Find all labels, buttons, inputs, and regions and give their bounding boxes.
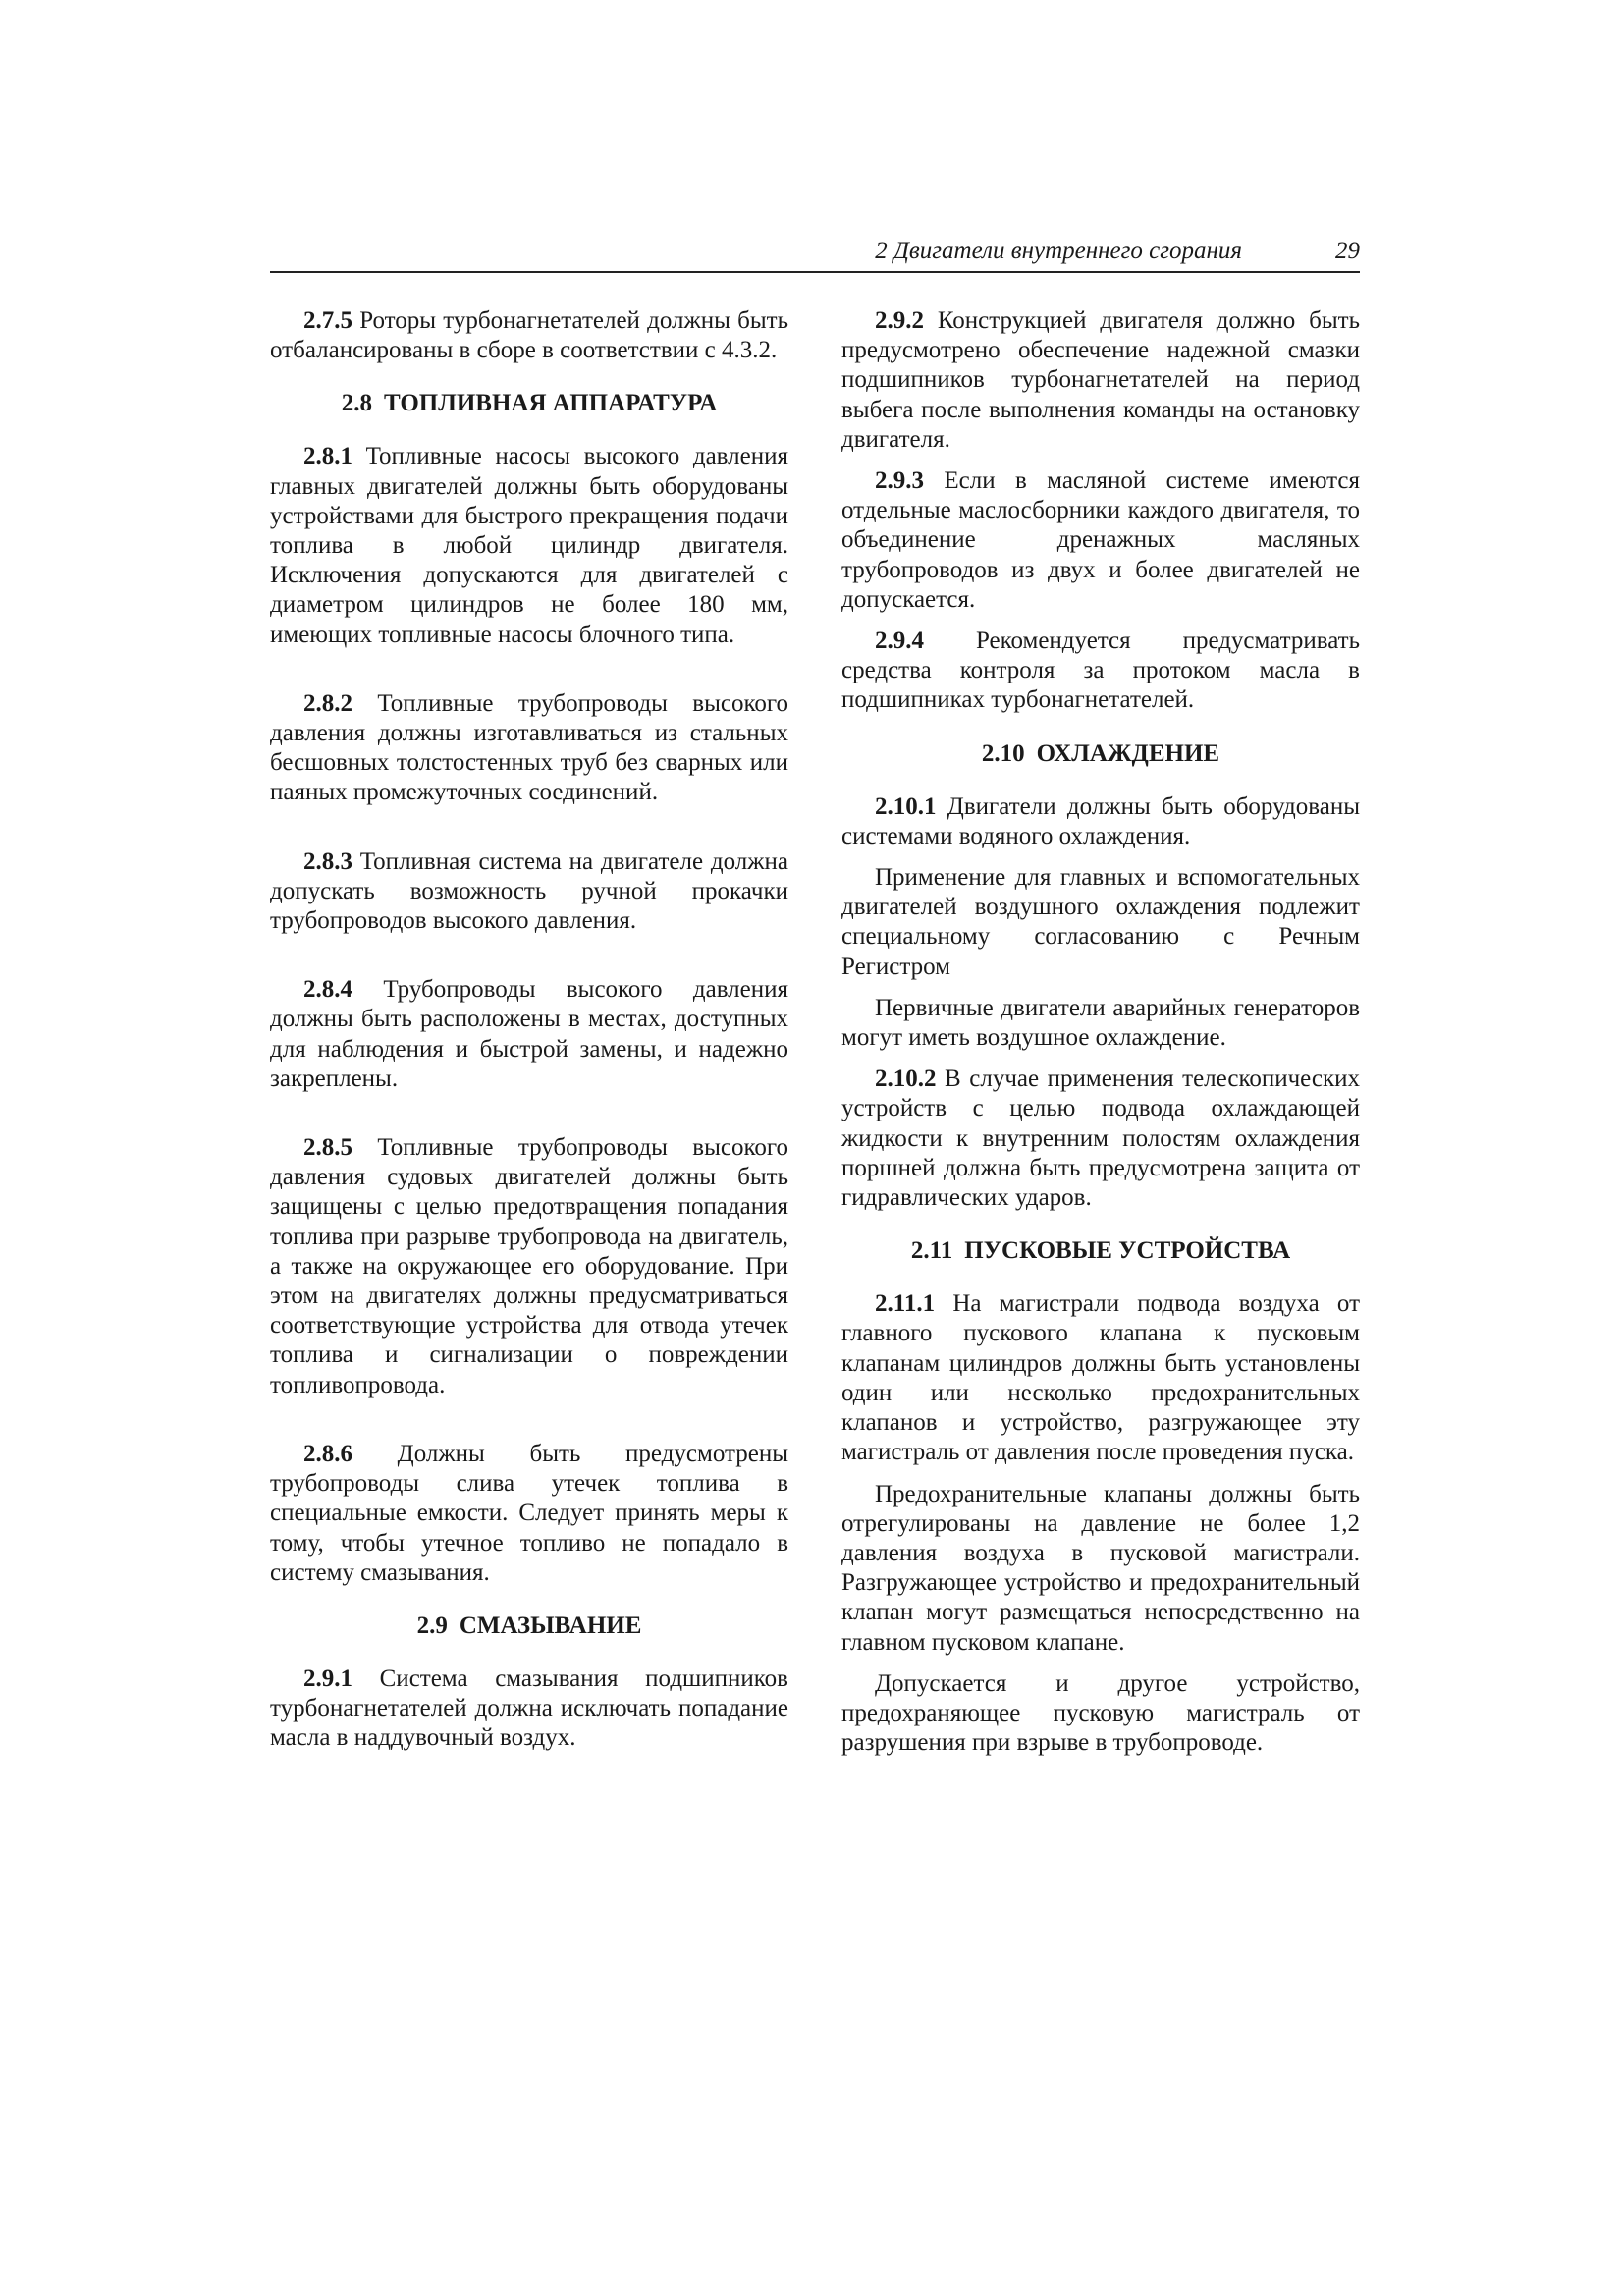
paragraph-2-11-1 xyxy=(841,1289,1360,1467)
clause-text: Топливные трубопроводы высокого давления должны изготавливаться из стальных бесшовных толстостенных труб без сварных или паяных промежуточных соединений. xyxy=(270,689,788,806)
paragraph-2-8-6 xyxy=(270,1440,788,1588)
clause-text: Должны быть предусмотрены трубопроводы слива утечек топлива в специальные емкости. Следует принять меры к тому, чтобы утечное топливо не попадало в систему смазывания. xyxy=(270,1440,788,1586)
paragraph-2-10-1-air-cooling: Применение для главных и вспомогательных двигателей воздушного охлаждения подлежит специальному согласованию с Речным Регистром xyxy=(841,864,1360,980)
clause-text: Если в масляной системе имеются отдельные маслосборники каждого двигателя, то объединение дренажных масляных трубопроводов из двух и более двигателей не допускается. xyxy=(841,467,1360,613)
paragraph-2-9-3 xyxy=(841,466,1360,615)
paragraph-2-8-3 xyxy=(270,847,788,937)
clause-text: Система смазывания подшипников турбонагнетателей должна исключать попадание масла в наддувочный воздух. xyxy=(270,1665,788,1752)
clause-number: 2.9.2 xyxy=(875,307,924,334)
clause-number: 2.8.5 xyxy=(303,1134,352,1162)
clause-text: Рекомендуется предусматривать средства контроля за протоком масла в подшипниках турбонагнетателей. xyxy=(841,628,1360,714)
section-number: 2.11 xyxy=(910,1237,953,1265)
clause-text: Конструкцией двигателя должно быть предусмотрено обеспечение надежной смазки подшипников турбонагнетателей на период выбега после выполнения команды на остановку двигателя. xyxy=(841,307,1360,453)
clause-number: 2.11.1 xyxy=(875,1290,936,1318)
paragraph-2-10-1-emergency: Первичные двигатели аварийных генераторов могут иметь воздушное охлаждение. xyxy=(841,994,1360,1052)
clause-text: В случае применения телескопических устройств с целью подвода охлаждающей жидкости к внутренним полостям охлаждения поршней должна быть предусмотрена защита от гидравлических ударов. xyxy=(841,1066,1360,1212)
paragraph-2-8-5 xyxy=(270,1133,788,1400)
paragraph-2-9-4 xyxy=(841,627,1360,716)
section-heading-2-8 xyxy=(270,389,788,418)
clause-text: Трубопроводы высокого давления должны быть расположены в местах, доступных для наблюдения и быстрой замены, и надежно закреплены. xyxy=(270,976,788,1092)
page-number: 29 xyxy=(1335,238,1360,264)
section-number: 2.10 xyxy=(981,739,1025,767)
section-heading-2-9 xyxy=(270,1612,788,1641)
paragraph-2-8-1 xyxy=(270,442,788,649)
clause-text: Топливные насосы высокого давления главных двигателей должны быть оборудованы устройствами для быстрого прекращения подачи топлива в любой цилиндр двигателя. Исключения допускаются для двигателей с диаметром цилиндров не более 180 мм, имеющих топливные насосы блочного типа. xyxy=(270,443,788,648)
running-header xyxy=(270,236,1360,273)
section-title: ТОПЛИВНАЯ АППАРАТУРА xyxy=(384,390,718,417)
right-column xyxy=(841,306,1360,1770)
clause-number: 2.7.5 xyxy=(303,307,352,334)
clause-number: 2.9.3 xyxy=(875,467,924,495)
paragraph-2-8-2 xyxy=(270,689,788,808)
paragraph-2-11-1-valves: Предохранительные клапаны должны быть отрегулированы на давление не более 1,2 давления воздуха в пусковой магистрали. Разгружающее устройство и предохранительный клапан могут размещаться непосредственно на главном пусковом клапане. xyxy=(841,1480,1360,1656)
clause-number: 2.8.2 xyxy=(303,689,352,717)
section-title: ПУСКОВЫЕ УСТРОЙСТВА xyxy=(964,1237,1291,1265)
paragraph-2-9-1 xyxy=(270,1665,788,1754)
section-number: 2.9 xyxy=(416,1612,448,1639)
section-heading-2-11 xyxy=(841,1236,1360,1266)
clause-text: На магистрали подвода воздуха от главного пускового клапана к пусковым клапанам цилиндров должны быть установлены один или несколько предохранительных клапанов и устройство, разгружающее эту магистраль от давления после проведения пуска. xyxy=(841,1290,1360,1466)
clause-number: 2.8.3 xyxy=(303,847,352,875)
section-title: ОХЛАЖДЕНИЕ xyxy=(1036,739,1220,767)
chapter-title: 2 Двигатели внутреннего сгорания xyxy=(875,238,1242,264)
clause-number: 2.10.2 xyxy=(875,1066,937,1093)
paragraph-2-10-2 xyxy=(841,1065,1360,1213)
section-number: 2.8 xyxy=(341,390,372,417)
clause-text: Двигатели должны быть оборудованы системами водяного охлаждения. xyxy=(841,793,1360,849)
paragraph-2-8-4 xyxy=(270,975,788,1094)
clause-text: Топливная система на двигателе должна допускать возможность ручной прокачки трубопроводов высокого давления. xyxy=(270,847,788,935)
clause-number: 2.9.4 xyxy=(875,628,924,655)
paragraph-2-11-1-other-device: Допускается и другое устройство, предохраняющее пусковую магистраль от разрушения при взрыве в трубопроводе. xyxy=(841,1669,1360,1757)
section-title: СМАЗЫВАНИЕ xyxy=(459,1612,642,1639)
left-column xyxy=(270,306,788,1766)
paragraph-2-10-1 xyxy=(841,793,1360,851)
section-heading-2-10 xyxy=(841,739,1360,769)
clause-text: Роторы турбонагнетателей должны быть отбалансированы в сборе в соответствии с 4.3.2. xyxy=(270,307,788,364)
clause-number: 2.8.4 xyxy=(303,976,352,1004)
paragraph-2-9-2 xyxy=(841,306,1360,455)
clause-number: 2.10.1 xyxy=(875,793,937,820)
clause-number: 2.8.1 xyxy=(303,443,352,470)
clause-number: 2.9.1 xyxy=(303,1665,352,1692)
clause-number: 2.8.6 xyxy=(303,1440,352,1467)
clause-text: Топливные трубопроводы высокого давления судовых двигателей должны быть защищены с целью предотвращения попадания топлива при разрыве трубопровода на двигатель, а также на окружающее его оборудование. При этом на двигателях должны предусматриваться соответствующие устройства для отвода утечек топлива и сигнализации о повреждении топливопровода. xyxy=(270,1134,788,1398)
paragraph-2-7-5 xyxy=(270,306,788,365)
